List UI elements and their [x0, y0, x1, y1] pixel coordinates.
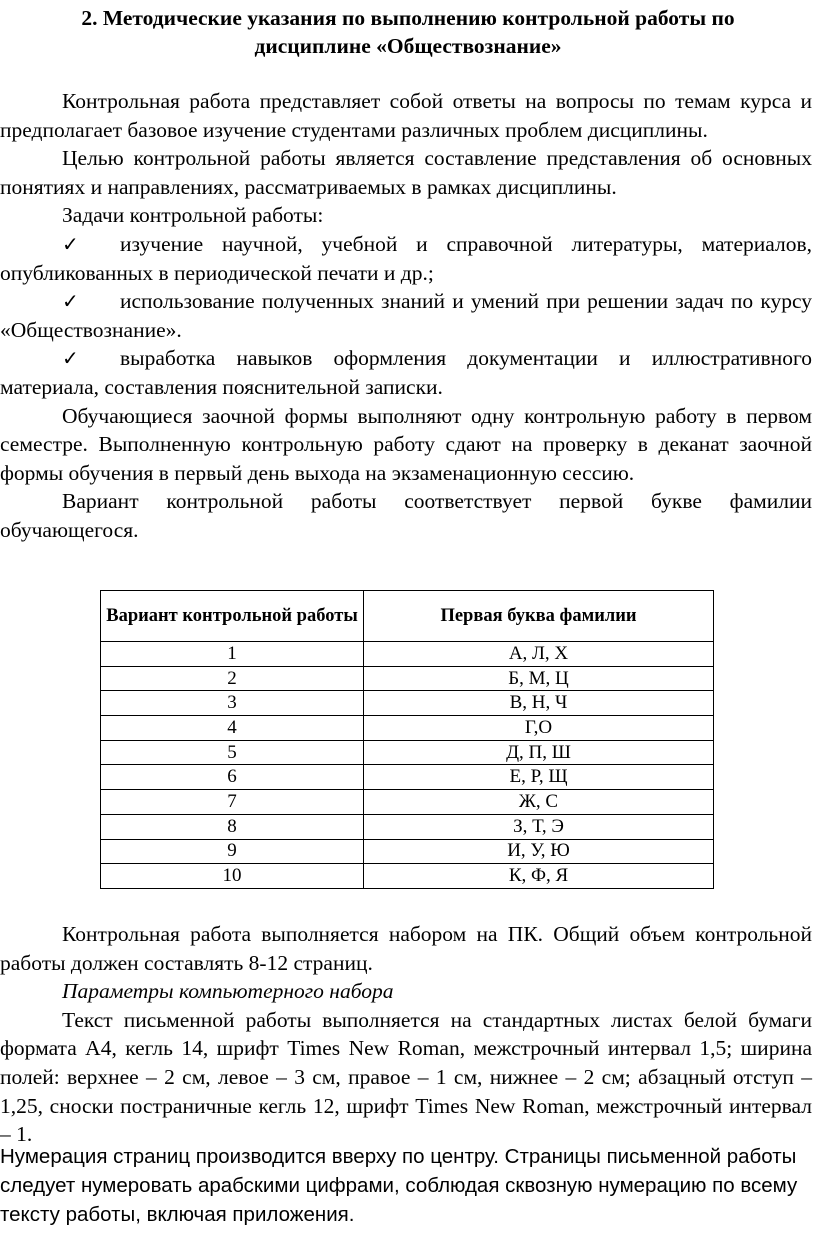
- heading-line-2: дисциплине «Обществознание»: [254, 34, 562, 58]
- task-text: использование полученных знаний и умений при решении задач по курсу «Обществознание».: [0, 289, 812, 342]
- table-row: [101, 740, 714, 765]
- table-header-letter: Первая буква фамилии: [364, 591, 714, 642]
- intro-section: [0, 87, 812, 545]
- letters-cell: А, Л, Х: [364, 642, 714, 667]
- letters-cell: В, Н, Ч: [364, 691, 714, 716]
- after-table-section: [0, 920, 812, 1149]
- table-row: [101, 666, 714, 691]
- variant-cell: 9: [101, 839, 364, 864]
- table-header-variant: Вариант контрольной работы: [101, 591, 364, 642]
- variant-cell: 1: [101, 642, 364, 667]
- table-row: [101, 790, 714, 815]
- letters-cell: Ж, С: [364, 790, 714, 815]
- paragraph-goal: Целью контрольной работы является составление представления об основных понятиях и направлениях, рассматриваемых в рамках дисциплины.: [0, 146, 812, 199]
- letters-cell: Г,О: [364, 716, 714, 741]
- tasks-title: Задачи контрольной работы:: [62, 203, 324, 228]
- letters-cell: Б, М, Ц: [364, 666, 714, 691]
- table-row: [101, 814, 714, 839]
- checkmark-icon: ✓: [62, 231, 79, 256]
- table-row: [101, 765, 714, 790]
- paragraph-students: Обучающиеся заочной формы выполняют одну контрольную работу в первом семестре. Выполненную контрольную работу сдают на проверку в деканат заочной формы обучения в первый день выхода на экзаменационную сессию.: [0, 403, 812, 485]
- paragraph-variant: Вариант контрольной работы соответствует первой букве фамилии обучающегося.: [0, 489, 812, 542]
- task-text: изучение научной, учебной и справочной литературы, материалов, опубликованных в периодической печати и др.;: [0, 231, 812, 285]
- variant-cell: 3: [101, 691, 364, 716]
- table-row: [101, 691, 714, 716]
- task-item: [0, 287, 812, 344]
- variant-cell: 10: [101, 864, 364, 889]
- variant-cell: 4: [101, 716, 364, 741]
- task-item: [0, 344, 812, 401]
- letters-cell: Е, Р, Щ: [364, 765, 714, 790]
- variant-cell: 6: [101, 765, 364, 790]
- letters-cell: З, Т, Э: [364, 814, 714, 839]
- table-row: [101, 716, 714, 741]
- paragraph-volume: Контрольная работа выполняется набором на ПК. Общий объем контрольной работы должен составлять 8-12 страниц.: [0, 922, 812, 975]
- checkmark-icon: ✓: [62, 289, 79, 314]
- params-title: Параметры компьютерного набора: [62, 979, 394, 1004]
- task-text: выработка навыков оформления документации и иллюстративного материала, составления пояснительной записки.: [0, 346, 812, 399]
- variant-cell: 2: [101, 666, 364, 691]
- variant-cell: 8: [101, 814, 364, 839]
- table-row: [101, 839, 714, 864]
- table-row: [101, 864, 714, 889]
- paragraph-numbering: Нумерация страниц производится вверху по центру. Страницы письменной работы следует нумеровать арабскими цифрами, соблюдая сквозную нумерацию по всему тексту работы, включая приложения.: [0, 1145, 798, 1226]
- section-heading: [0, 4, 816, 60]
- variant-cell: 5: [101, 740, 364, 765]
- paragraph-intro: Контрольная работа представляет собой ответы на вопросы по темам курса и предполагает базовое изучение студентами различных проблем дисциплины.: [0, 89, 812, 142]
- heading-line-1: 2. Методические указания по выполнению контрольной работы по: [81, 6, 735, 30]
- table-header-row: [101, 591, 714, 642]
- variants-table: [100, 590, 714, 889]
- letters-cell: И, У, Ю: [364, 839, 714, 864]
- task-item: [0, 230, 812, 287]
- letters-cell: К, Ф, Я: [364, 864, 714, 889]
- paragraph-params: Текст письменной работы выполняется на стандартных листах белой бумаги формата А4, кегль 14, шрифт Times New Roman, межстрочный интервал 1,5; ширина полей: верхнее – 2 см, левое – 3 см, правое – 1 см, нижнее – 2 см; абзацный отступ – 1,25, сноски постраничные кегль 12, шрифт Times New Roman, межстрочный интервал – 1.: [0, 1007, 812, 1147]
- checkmark-icon: ✓: [62, 346, 79, 371]
- table-row: [101, 642, 714, 667]
- variant-cell: 7: [101, 790, 364, 815]
- letters-cell: Д, П, Ш: [364, 740, 714, 765]
